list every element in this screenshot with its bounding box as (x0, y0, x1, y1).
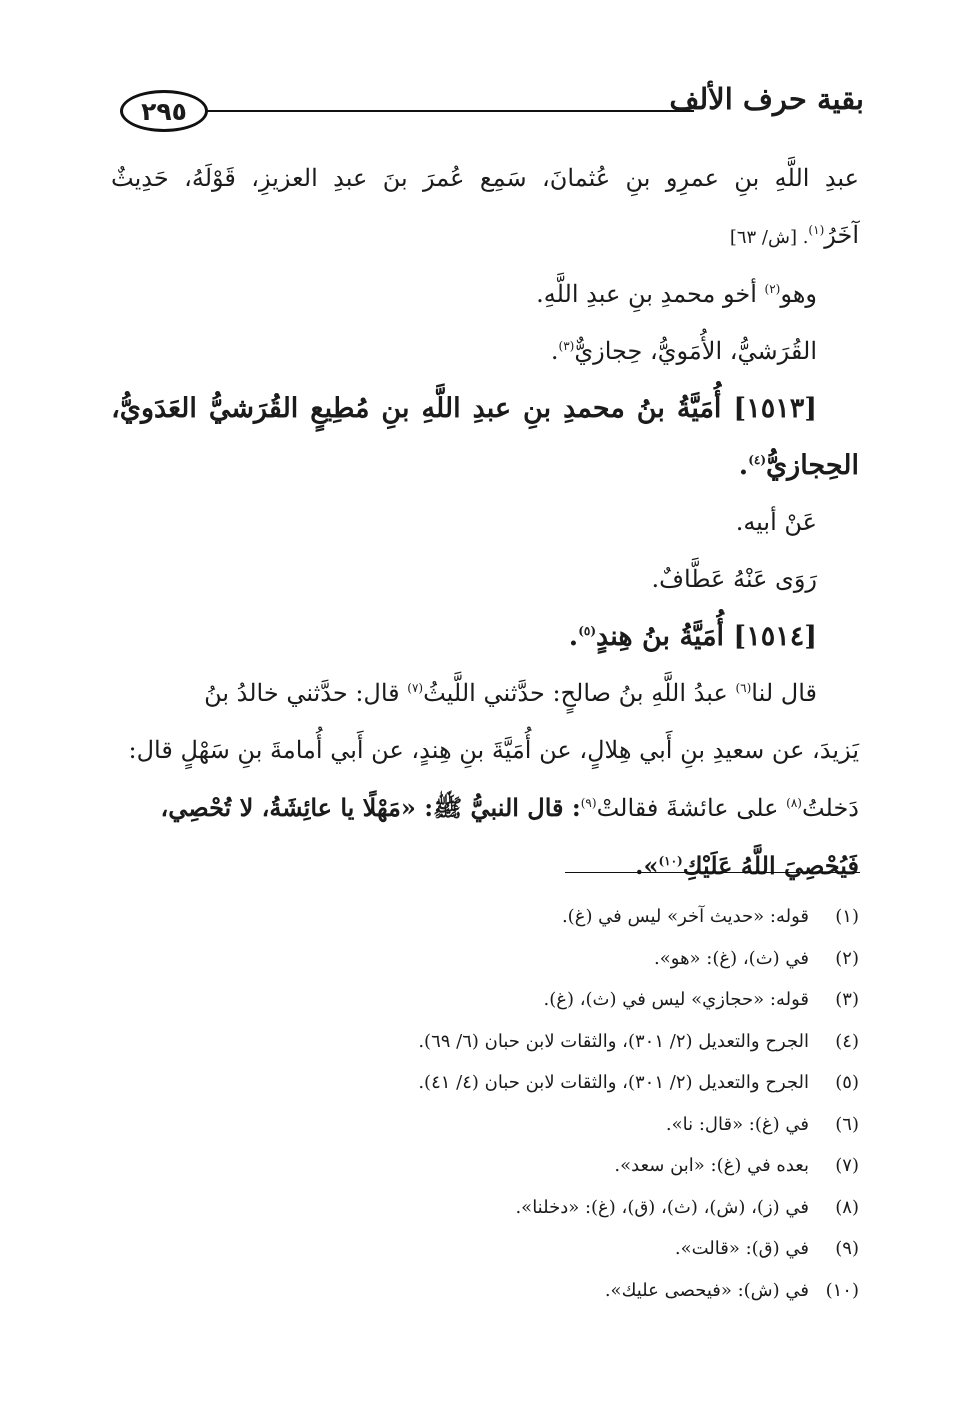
footnote (111, 938, 859, 980)
footnote-number: (٨) (835, 1196, 859, 1218)
line-tail: . (550, 337, 559, 365)
word: العزيزِ، (251, 164, 318, 192)
line-text: دَخلتُ (801, 794, 859, 822)
footnote-text: قوله: «حجازي» ليس في (ث)، (غ). (543, 989, 809, 1010)
footnote (111, 1228, 859, 1270)
word: بنُ (636, 393, 665, 424)
word: قَوْلَهُ، (184, 164, 236, 192)
line-text: قال لنا (751, 679, 817, 707)
hadith-text: : قال النبيُّ ﷺ: «مَهْلًا يا عائِشَةُ، لا تُحْصِي، (160, 793, 581, 822)
text-line-12 (111, 779, 859, 837)
text-line-13 (111, 837, 859, 894)
footnote-ref: (٢) (764, 282, 781, 296)
word: بنِ (381, 393, 410, 424)
footnote-number: (٤) (835, 1030, 859, 1052)
text-line-3 (111, 266, 859, 323)
word: عبدِ (333, 164, 368, 192)
footnote-ref: (٨) (786, 796, 802, 810)
footnote-text: بعده في (غ): «ابن سعد». (614, 1155, 809, 1176)
page-header (112, 82, 864, 146)
footnote-ref: (٣) (558, 339, 575, 353)
word: سَمِع (479, 164, 527, 192)
line-tail: ». (635, 851, 659, 880)
footnote-number: (١٠) (825, 1279, 859, 1301)
entry-heading-1513 (111, 380, 859, 437)
footnote-text: الجرح والتعديل (٢/ ٣٠١)، والثقات لابن حبان (٤/ ٤١). (418, 1072, 809, 1093)
line-text: عبدُ اللَّهِ بنُ صالحٍ: حدَّثني اللَّيثُ (423, 679, 736, 707)
word: محمدِ (563, 393, 625, 424)
text-line-11 (111, 722, 859, 779)
footnote-text: في (ق): «قالت». (674, 1238, 809, 1259)
word: اللَّهِ (421, 393, 461, 424)
word: عبدِ (472, 393, 512, 424)
word: عبدِ (824, 164, 859, 192)
text-line-4 (111, 323, 859, 380)
word: العَدَويُّ، (111, 393, 197, 424)
entry-heading-continuation (111, 437, 859, 494)
footnote (111, 1021, 859, 1063)
footnote-text: الجرح والتعديل (٢/ ٣٠١)، والثقات لابن حبان (٦/ ٦٩). (418, 1030, 809, 1052)
footnotes-rule (565, 872, 860, 873)
word: اللَّهِ (774, 164, 810, 192)
line-text: عَنْ أبيه. (735, 508, 817, 536)
word: بنِ (625, 164, 651, 192)
word: [١٥١٣] (733, 393, 817, 424)
line-tail: . (568, 621, 579, 652)
running-title: بقية حرف الألف (669, 82, 864, 116)
line-tail: . (738, 450, 749, 481)
footnote-text: قوله: «حديث آخر» ليس في (غ). (561, 906, 809, 927)
footnote-number: (٣) (835, 989, 859, 1010)
footnote-text: في (غ): «قال: نا». (665, 1113, 809, 1135)
footnote-number: (٧) (835, 1155, 859, 1176)
line-text: رَوَى عَنْهُ عَطَّافٌ. (651, 565, 817, 593)
word: بنَ (382, 164, 408, 192)
word: عُمرَ (423, 164, 465, 192)
header-rule (190, 110, 694, 112)
footnote-ref: (٥) (578, 624, 597, 638)
word: بنِ (734, 164, 760, 192)
word: مُطِيعٍ (310, 393, 370, 424)
footnote (111, 979, 859, 1021)
line-text: يَزيدَ، عن سعيدِ بنِ أَبي هِلالٍ، عن أُمَيَّةَ بنِ هِندٍ، عن أَبي أُمامةَ بنِ سَهْلٍ قال: (128, 736, 859, 764)
text-line-10 (111, 665, 859, 722)
line-tail: أخو محمدِ بنِ عبدِ اللَّهِ. (536, 280, 765, 308)
footnote-ref: (١) (808, 223, 825, 237)
hadith-text: فَيُحْصِيَ اللَّهُ عَلَيْكِ (682, 851, 859, 880)
text-line-7 (111, 494, 859, 551)
word: حَدِيثٌ (111, 164, 169, 192)
footnote (111, 1104, 859, 1146)
footnote-number: (٢) (835, 947, 859, 969)
line-text: قال: حدَّثني خالدُ بنُ (204, 679, 408, 707)
line-text: [١٥١٤] أُمَيَّةُ بنُ هِندٍ (596, 621, 817, 652)
footnote-text: في (ش): «فيحصى عليك». (604, 1279, 809, 1301)
footnote-number: (٦) (835, 1113, 859, 1135)
footnote-ref: (٦) (735, 681, 752, 695)
word: عمرِو (665, 164, 719, 192)
word: عُثمانَ، (542, 164, 611, 192)
footnote-text: في (ز)، (ش)، (ث)، (ق)، (غ): «دخلنا». (515, 1196, 809, 1218)
footnote (111, 1187, 859, 1229)
word: بنِ (523, 393, 552, 424)
entry-heading-1514 (111, 608, 859, 665)
word: أُمَيَّةُ (676, 393, 722, 424)
footnote-text: في (ث)، (غ): «هو». (654, 947, 809, 969)
main-text (111, 150, 859, 894)
footnote-ref: (٧) (407, 681, 424, 695)
line-text: وهو (780, 280, 817, 308)
footnote (111, 896, 859, 938)
text-line-8 (111, 551, 859, 608)
footnote (111, 1145, 859, 1187)
footnote-ref: (٤) (748, 453, 767, 467)
footnote-number: (١) (835, 906, 859, 927)
line-text: آخَرُ (824, 221, 859, 249)
text-line-2 (111, 207, 859, 266)
page-number: ٢٩٥ (120, 90, 208, 132)
footnote-number: (٥) (835, 1072, 859, 1093)
line-text: على عائشةَ فقالتْ (596, 794, 787, 822)
line-tail: . [ش/ ٦٣] (729, 227, 809, 248)
footnote (111, 1270, 859, 1312)
footnote-ref: (٩) (580, 796, 597, 810)
footnotes (111, 896, 859, 1311)
line-text: القُرَشيُّ، الأُمَويُّ، حِجازيٌّ (574, 337, 817, 365)
footnote-ref: (١٠) (658, 854, 683, 868)
text-line-1 (111, 150, 859, 207)
footnote (111, 1062, 859, 1104)
footnote-number: (٩) (835, 1238, 859, 1259)
line-text: الحِجازيُّ (766, 450, 859, 481)
word: القُرَشيُّ (208, 393, 299, 424)
